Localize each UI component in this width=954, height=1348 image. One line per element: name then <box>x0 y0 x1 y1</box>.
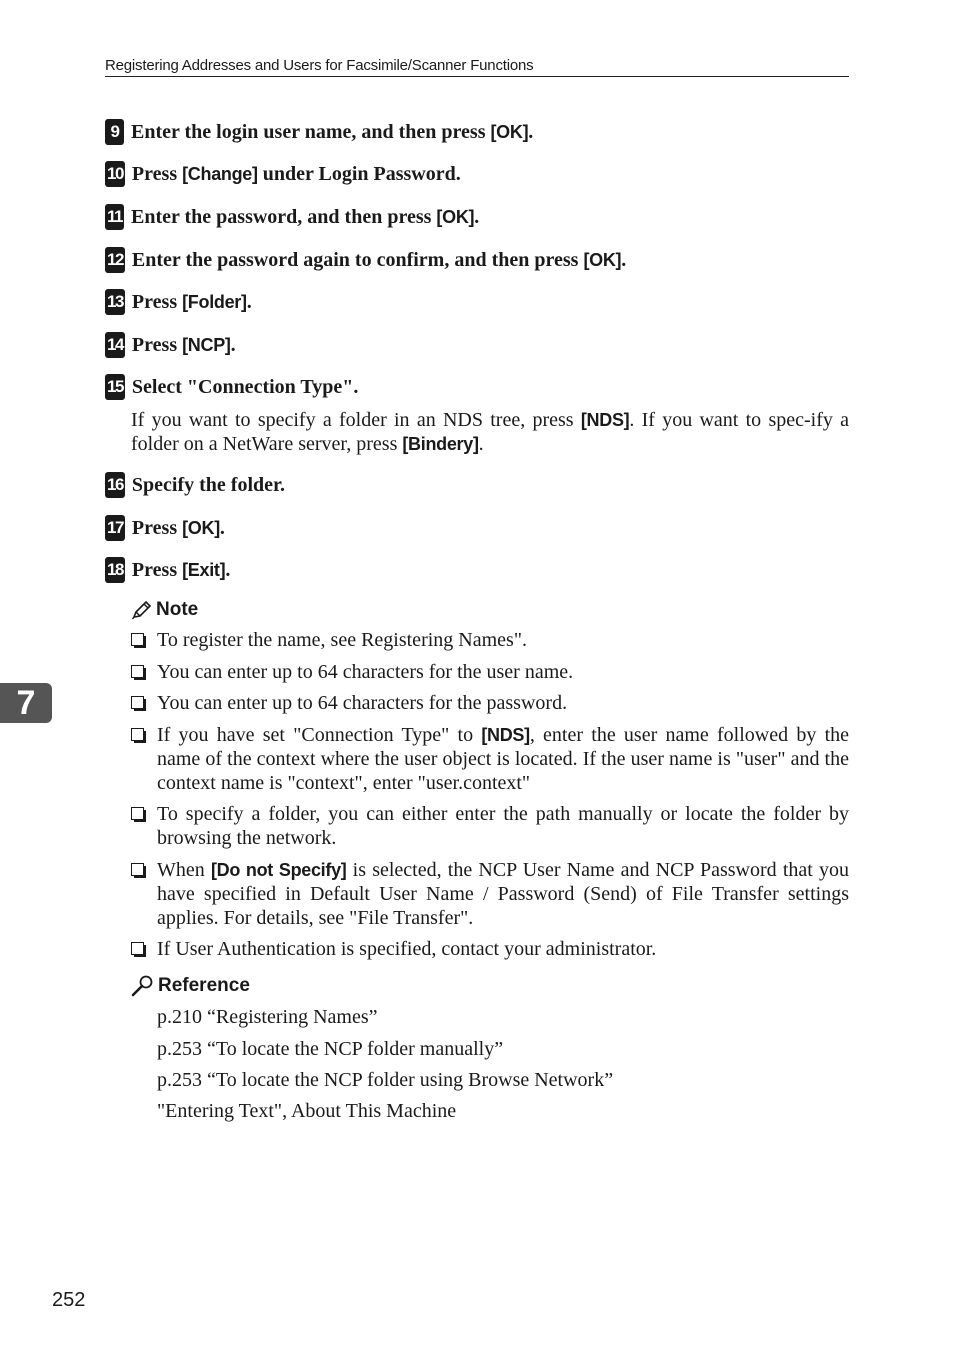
key-ncp: [NCP] <box>182 334 231 355</box>
note-item: If User Authentication is specified, contact your administrator. <box>131 937 849 961</box>
step-number: 18 <box>105 557 125 583</box>
note-heading <box>131 599 198 621</box>
step-text: Enter the password again to confirm, and then press [OK]. <box>131 248 627 271</box>
step-text: Enter the password, and then press [OK]. <box>131 205 480 228</box>
note-item: You can enter up to 64 characters for the password. <box>131 691 849 715</box>
checkbox-icon <box>131 633 144 646</box>
step-text: Press [Exit]. <box>131 558 231 581</box>
magnifier-icon <box>131 975 155 997</box>
reference-heading-label: Reference <box>158 975 250 996</box>
checkbox-icon <box>131 942 144 955</box>
key-folder: [Folder] <box>182 291 247 312</box>
page-number: 252 <box>52 1289 86 1311</box>
checkbox-icon <box>131 728 144 741</box>
step-number: 13 <box>105 289 125 315</box>
step-number: 12 <box>105 247 125 273</box>
step-15-detail: If you want to specify a folder in an NDS tree, press [NDS]. If you want to spec-ify a folder on a NetWare server, press [Bindery]. <box>131 409 850 455</box>
chapter-tab <box>0 683 52 723</box>
key-ok: [OK] <box>583 249 622 270</box>
step-text: Enter the login user name, and then press [OK]. <box>131 120 534 143</box>
note-item: If you have set "Connection Type" to [NDS], enter the user name followed by the name of the context where the user object is located. If the user name is "user" and the context name is "context", enter "user.context" <box>131 723 849 795</box>
reference-link[interactable]: p.253 “To locate the NCP folder using Browse Network” <box>157 1069 614 1091</box>
key-nds: [NDS] <box>481 725 530 745</box>
checkbox-icon <box>131 665 144 678</box>
step-number: 10 <box>105 161 125 187</box>
step-number: 11 <box>105 204 124 230</box>
step-number: 14 <box>105 332 125 358</box>
key-bindery: [Bindery] <box>402 434 479 454</box>
reference-link[interactable]: p.210 “Registering Names” <box>157 1006 378 1028</box>
step-17 <box>105 513 225 543</box>
step-number: 16 <box>105 472 125 498</box>
step-text: Press [Change] under Login Password. <box>131 162 461 185</box>
checkbox-icon <box>131 863 144 876</box>
step-12 <box>105 245 626 275</box>
pencil-icon <box>131 600 153 620</box>
step-text: Press [Folder]. <box>131 290 252 313</box>
step-text: Specify the folder. <box>131 473 286 496</box>
note-item: You can enter up to 64 characters for the user name. <box>131 660 849 684</box>
key-ok: [OK] <box>436 206 475 227</box>
step-13 <box>105 287 252 317</box>
key-nds: [NDS] <box>580 410 630 430</box>
header-title: Registering Addresses and Users for Facsimile/Scanner Functions <box>105 57 534 74</box>
checkbox-icon <box>131 696 144 709</box>
step-number: 9 <box>105 119 124 145</box>
step-number: 15 <box>105 374 125 400</box>
key-exit: [Exit] <box>182 559 226 580</box>
step-14 <box>105 330 236 360</box>
step-text: Press [OK]. <box>131 516 225 539</box>
note-item: To register the name, see Registering Names". <box>131 628 849 652</box>
reference-heading <box>131 975 250 997</box>
step-16 <box>105 470 285 500</box>
reference-link[interactable]: "Entering Text", About This Machine <box>157 1100 457 1122</box>
key-ok: [OK] <box>182 517 220 538</box>
key-do-not-specify: [Do not Specify] <box>210 860 347 880</box>
step-text: Press [NCP]. <box>131 333 236 356</box>
running-header <box>105 57 849 77</box>
reference-link[interactable]: p.253 “To locate the NCP folder manually” <box>157 1038 504 1060</box>
note-item: When [Do not Specify] is selected, the NCP User Name and NCP Password that you have specified in Default User Name / Password (Send) of File Transfer settings applies. For details, see "File Transfer". <box>131 858 849 930</box>
step-text: Select "Connection Type". <box>131 375 359 398</box>
note-heading-label: Note <box>156 599 199 620</box>
step-11 <box>105 202 479 232</box>
key-ok: [OK] <box>490 121 529 142</box>
key-change: [Change] <box>182 163 258 184</box>
step-15 <box>105 372 358 402</box>
step-18 <box>105 555 230 585</box>
note-item: To specify a folder, you can either enter the path manually or locate the folder by browsing the network. <box>131 802 849 850</box>
checkbox-icon <box>131 807 144 820</box>
step-number: 17 <box>105 515 125 541</box>
chapter-number: 7 <box>16 683 36 722</box>
step-9 <box>105 117 533 147</box>
step-10 <box>105 159 461 189</box>
